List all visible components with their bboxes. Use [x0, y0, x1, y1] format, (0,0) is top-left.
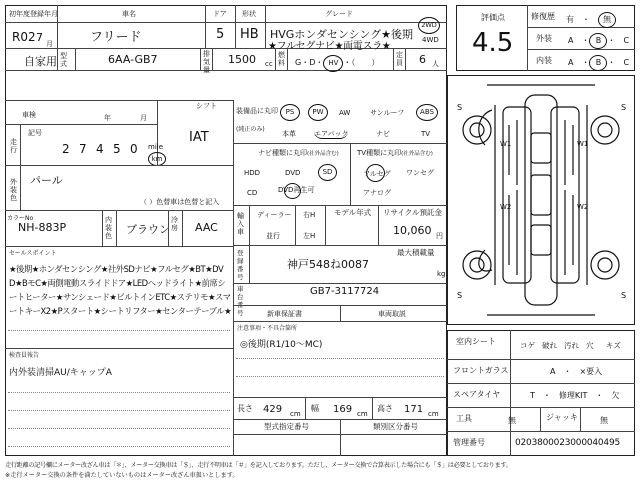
interior-grades: A ・ B ・ C: [568, 55, 629, 71]
first-reg-month-unit: 月: [46, 40, 53, 48]
sales-label: セールスポイント: [9, 250, 57, 257]
max-load-label: 最大積載量: [397, 248, 435, 257]
footer-line1: 走行距離の記号欄にメーター改ざん車は「＊」、メーター交換車は「＄」、走行不明車は「＃」を記入しております。ただし、メーター交換で合算表示した場合にも「＄」は必要としております。: [5, 462, 512, 469]
equip-airbag: エアバック: [314, 130, 349, 138]
tools-label: 工具: [456, 414, 472, 423]
exterior-label: 外装: [536, 34, 552, 43]
sales-line4: ートキーX2★Pスタート★シートリフター★センターテーブル★: [9, 306, 232, 316]
equip-leather: 本革: [282, 130, 296, 138]
ac-value: AAC: [195, 221, 218, 234]
length-label: 長さ: [237, 404, 253, 413]
ac-label: 冷房: [171, 216, 178, 232]
height-label: 高さ: [377, 404, 393, 413]
chassis-label: 車台番号: [237, 285, 244, 317]
model-value: フリード: [90, 30, 142, 45]
exterior-grades: A ・ B ・ C: [568, 33, 629, 49]
unit-km-circle: km: [148, 152, 166, 166]
width-label: 幅: [311, 404, 319, 413]
jack-value: 無: [600, 416, 608, 425]
use-value: 自家用: [24, 55, 57, 68]
shape-label: 形状: [242, 10, 256, 18]
import-label: 輸入車: [237, 212, 244, 236]
interior-color-value: ブラウン: [126, 223, 170, 236]
shift-value: IAT: [189, 130, 209, 145]
fuel-hv-circle: HV: [323, 55, 343, 72]
equip-sunroof: サンルーフ: [370, 109, 405, 117]
footer-line2: ※走行メーター交換の条件を満たしていないものはメーター改ざん車扱いとします。: [5, 472, 239, 479]
rating-value: 4.5: [472, 28, 514, 58]
sheet-border: [5, 5, 447, 456]
fuel-label: 燃料: [278, 51, 285, 67]
repair-options: 有 ・ 無: [566, 12, 616, 28]
fuel-options: G・D・ HV ・（ ）: [295, 55, 379, 72]
left-hand: 左H: [303, 232, 316, 240]
width-value: 169: [333, 404, 353, 415]
chassis-value: GB7-3117724: [310, 286, 380, 297]
equip-abs-circle: ABS: [416, 104, 438, 121]
grade-line1: HVGホンダセンシング★後期: [270, 28, 413, 41]
spare-label: スペアタイヤ: [453, 390, 501, 399]
width-unit: cm: [357, 410, 368, 418]
notes-text: ◎後期(R1/10〜MC): [240, 340, 323, 350]
color-note: （ ）色替車は色替と記入: [140, 198, 220, 206]
color-no-label: カラーNo: [7, 215, 34, 222]
vehicle-inspection-label: 車検: [22, 111, 36, 119]
tv-fullseg: フルセグ: [363, 169, 391, 179]
side-mark: S: [457, 103, 463, 112]
equip-navi: ナビ: [376, 130, 390, 138]
equip-tv: TV: [421, 130, 431, 138]
capacity-unit: 人: [432, 60, 439, 68]
equipment-label: 装備品に丸印: [236, 107, 278, 115]
navi-hdd: HDD: [244, 169, 261, 177]
designation-label: 型式指定番号: [264, 422, 309, 431]
seat-label: 室内シート: [456, 337, 496, 346]
shift-label: シフト: [196, 102, 217, 110]
recycle-unit: 円: [436, 232, 443, 240]
drive-4wd: 4WD: [422, 36, 439, 44]
navi-dvd: DVD: [285, 169, 301, 177]
sales-line3: ートヒーター★サンシェード★ビルトインETC★ステリモ★スマ: [9, 292, 231, 302]
length-value: 429: [263, 404, 283, 415]
height-value: 171: [404, 404, 424, 415]
inspection-year-label: 年: [104, 114, 111, 122]
first-reg-year: R02: [12, 30, 36, 44]
grade-label: グレード: [325, 10, 353, 18]
shape-value: HB: [240, 27, 259, 42]
side-mark: S: [621, 103, 627, 112]
inspection-month-label: 月: [140, 114, 147, 122]
doors-value: 5: [216, 27, 225, 42]
interior-b-circle: B: [589, 55, 607, 71]
equipment-sub: (純正のみ): [236, 126, 265, 133]
exterior-b-circle: B: [589, 33, 607, 49]
glass-value: A ・ ×要入: [550, 367, 603, 376]
color-value: パール: [30, 174, 63, 187]
recycle-label: リサイクル預託金: [383, 208, 442, 217]
digits-label: 記号: [28, 129, 42, 137]
reg-no-value: 神戸548ね0087: [287, 258, 369, 271]
color-label: 外装色: [10, 178, 17, 202]
sales-line2: D★BモC★両側電動スライドドア★LEDヘッドライト★前席シ: [9, 278, 226, 288]
odometer-digit: 7: [79, 142, 87, 156]
damage-mark-w2: W2: [577, 203, 589, 211]
doors-label: ドア: [213, 10, 227, 18]
interior-color-label: 内装色: [105, 216, 112, 240]
tools-value: 無: [508, 416, 516, 425]
right-hand: 右H: [303, 211, 316, 219]
inspector-label: 検査員報告: [9, 352, 40, 359]
model-label: 車名: [122, 10, 136, 18]
interior-label: 内装: [536, 56, 552, 65]
equip-pw-circle: PW: [308, 104, 328, 121]
odometer-digit: 0: [130, 142, 138, 156]
sales-line1: ★後期★ホンダセンシング★社外SDナビ★フルセグ★BT★DV: [9, 264, 224, 274]
max-load-unit: kg: [437, 270, 446, 278]
displacement-label: 排気量: [203, 50, 210, 74]
new-warranty: 新車保証書: [267, 310, 302, 318]
drive-2wd-circle: 2WD: [418, 17, 440, 34]
seat-items: コゲ 破れ 汚れ 穴 キズ: [520, 341, 621, 350]
capacity-label: 定員: [396, 51, 403, 67]
notes-label: 注意事項・不具合箇所: [237, 325, 298, 332]
side-mark: S: [621, 291, 627, 300]
first-reg-month: 7: [36, 31, 43, 44]
rating-label: 評価点: [481, 13, 505, 22]
category-label: 類別区分番号: [373, 422, 418, 431]
tv-oneseg: ワンセグ: [406, 169, 434, 177]
navi-label: ナビ種類に丸印(社外品含む): [258, 149, 339, 157]
tv-label: TV種類に丸印(社外品含む): [357, 149, 433, 157]
odometer-digits: [62, 142, 147, 156]
repair-label: 修復歴: [531, 12, 555, 21]
spare-value: T ・ 修理KIT ・ 欠: [530, 391, 620, 400]
dealer-label: ディーラー: [257, 211, 292, 219]
admin-value: 0203800023000040495: [515, 438, 620, 448]
damage-mark-w1: W1: [577, 140, 589, 148]
manual: 車両取説: [378, 310, 406, 318]
navi-cd: CD: [247, 189, 258, 197]
inspector-text: 内外装清掃AU/キャップA: [9, 368, 112, 378]
car-diagram: [447, 75, 635, 325]
odometer-digit: 4: [96, 142, 104, 156]
equip-ps-circle: PS: [280, 104, 300, 121]
first-reg-label: 初年度登録年月: [9, 10, 58, 18]
capacity-value: 6: [419, 53, 426, 66]
color-no-value: NH-883P: [18, 221, 67, 234]
recycle-value: 10,060: [393, 224, 432, 237]
displacement-value: 1500: [228, 53, 256, 66]
model-year-label: モデル年式: [334, 208, 372, 217]
displacement-unit: cc: [265, 60, 273, 68]
damage-mark-w2: W2: [500, 203, 512, 211]
glass-label: フロントガラス: [453, 366, 509, 375]
odometer-digit: 5: [113, 142, 121, 156]
grade-line2: ★フルセグナビ★両電スラ★: [268, 41, 391, 52]
type-value: 6AA-GB7: [108, 53, 158, 66]
parallel-label: 並行: [266, 232, 280, 240]
height-unit: cm: [428, 410, 439, 418]
side-mark: S: [457, 291, 463, 300]
damage-mark-w1: W1: [500, 140, 512, 148]
tv-analog: アナログ: [363, 189, 391, 197]
equip-aw: AW: [339, 109, 351, 117]
type-label: 型式: [60, 52, 67, 68]
unit-mile: mile: [148, 143, 164, 151]
jack-label: ジャッキ: [546, 413, 578, 422]
run-label: 走行: [10, 138, 17, 154]
navi-sd-circle: SD: [318, 164, 337, 181]
reg-no-label: 登録番号: [237, 249, 244, 281]
navi-dvd-play: DVD再生可: [278, 185, 314, 195]
odometer-digit: 2: [62, 142, 70, 156]
admin-label: 管理番号: [453, 438, 485, 447]
repair-no-circle: 無: [598, 12, 616, 28]
length-unit: cm: [290, 410, 301, 418]
